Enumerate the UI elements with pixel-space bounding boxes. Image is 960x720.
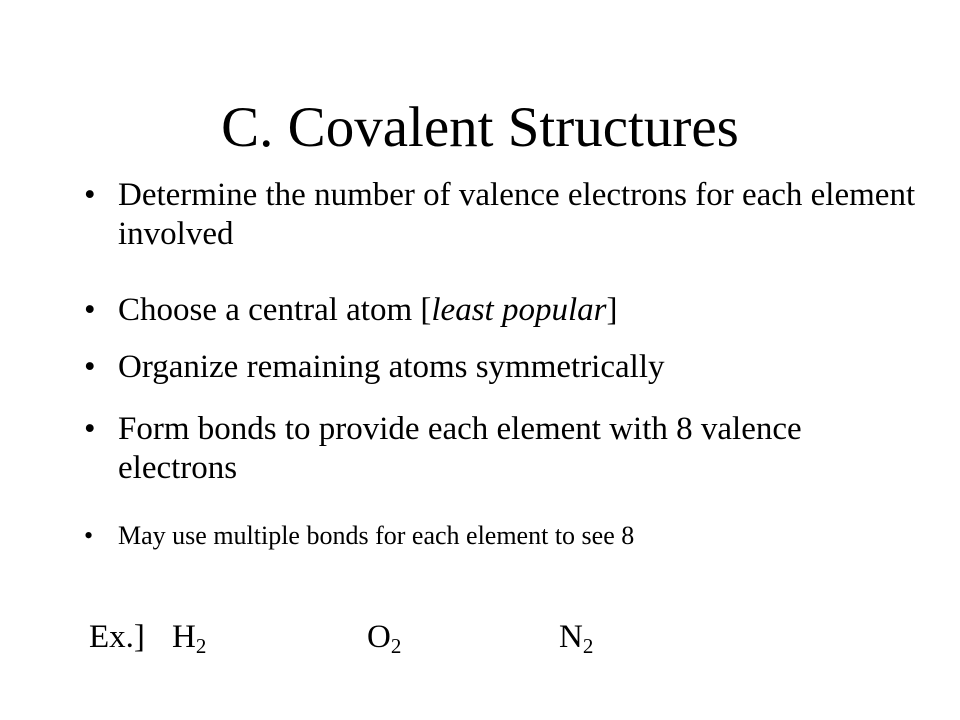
bullet-icon: • [84,521,94,550]
examples-label: Ex.] [89,619,145,655]
bullet-text: May use multiple bonds for each element to see 8 [118,521,635,550]
formula-subscript: 2 [195,634,207,658]
formula-subscript: 2 [390,634,402,658]
bullet-text-emphasis: least popular [431,292,607,328]
bullet-text-before: Choose a central atom [ [118,292,432,328]
bullet-text-after: ] [606,292,618,328]
bullet-text: Determine the number of valence electrons for each element involved [118,177,916,252]
bullet-icon: • [84,292,96,328]
bullet-text: Organize remaining atoms symmetrically [118,349,665,385]
formula-n2 [559,615,593,659]
bullet-icon: • [84,349,96,385]
formula-h2 [172,615,206,659]
formula-element: N [559,619,583,655]
examples-row [0,615,960,665]
bullet-icon: • [84,411,96,447]
bullet-text [118,291,918,330]
formula-o2 [367,615,401,659]
slide-title: C. Covalent Structures [221,96,739,159]
formula-element: O [367,619,391,655]
bullet-icon: • [84,177,96,213]
formula-subscript: 2 [582,634,594,658]
bullet-text: Form bonds to provide each element with 8 valence electrons [118,411,802,486]
formula-element: H [172,619,196,655]
